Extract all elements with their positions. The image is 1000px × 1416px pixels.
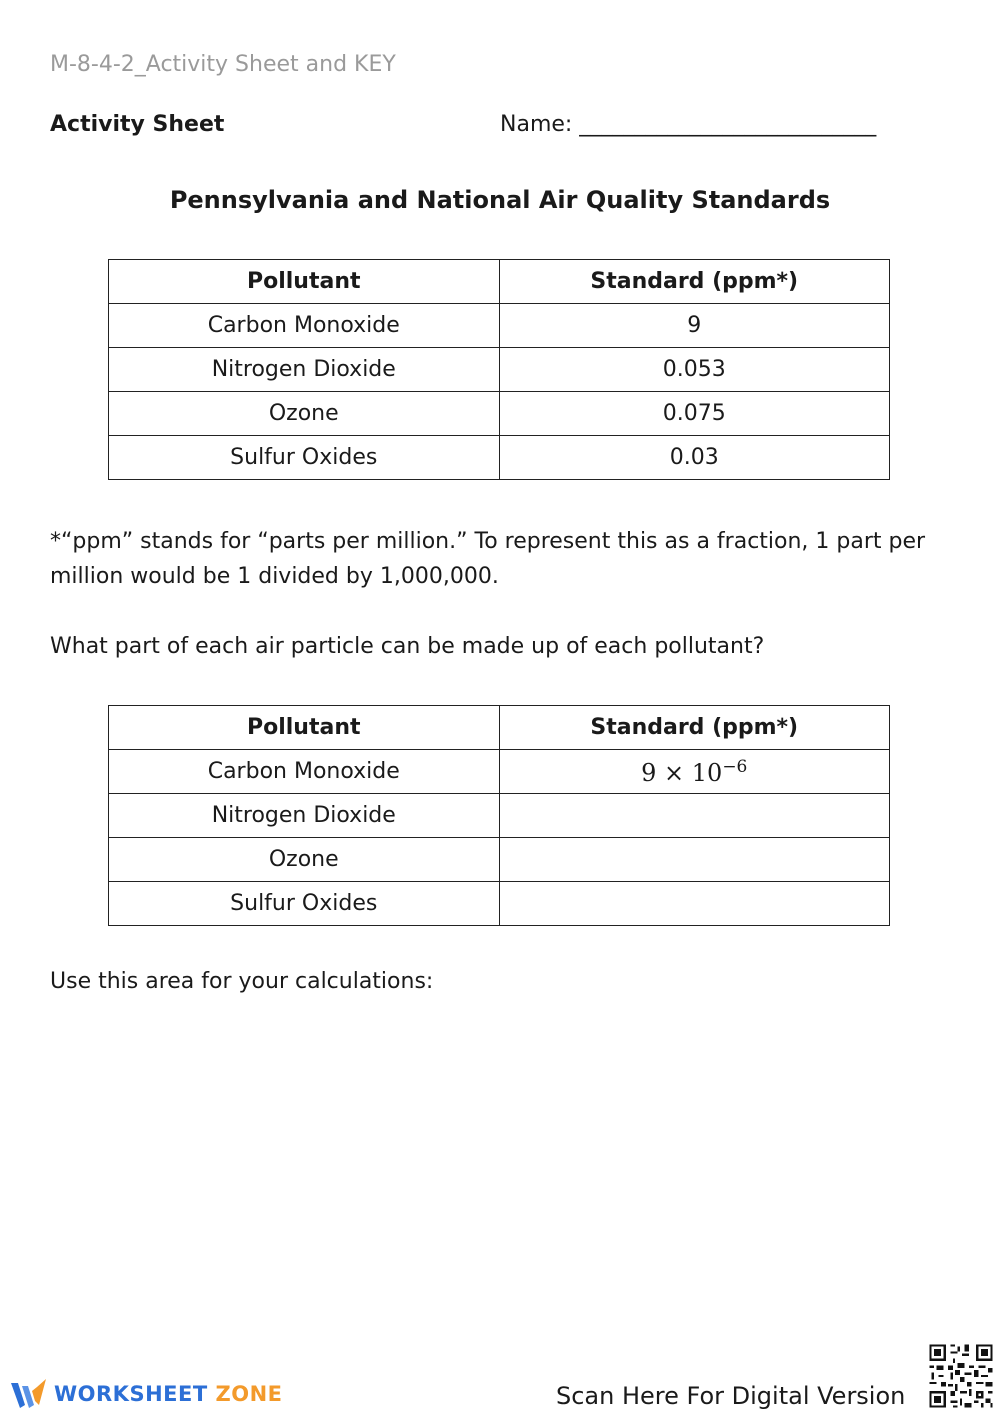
standard-cell: 0.075: [499, 392, 890, 436]
pollutant-cell: Sulfur Oxides: [109, 436, 500, 480]
table-row: [109, 750, 890, 794]
answer-math: [641, 756, 748, 787]
table-row: [109, 794, 890, 838]
table-header-row: [109, 260, 890, 304]
worksheetzone-logo-icon: [10, 1377, 48, 1411]
column-header-standard: Standard (ppm*): [499, 260, 890, 304]
logo-text-worksheet: WORKSHEET: [54, 1382, 208, 1406]
column-header-standard: Standard (ppm*): [499, 706, 890, 750]
table-row: [109, 838, 890, 882]
standard-cell: 0.053: [499, 348, 890, 392]
answer-cell[interactable]: [499, 750, 890, 794]
answer-cell[interactable]: [499, 838, 890, 882]
table-row: [109, 392, 890, 436]
logo-text: [54, 1382, 283, 1406]
ppm-footnote: *“ppm” stands for “parts per million.” To represent this as a fraction, 1 part per million would be 1 divided by 1,000,000.: [50, 529, 926, 589]
pollutant-cell: Carbon Monoxide: [109, 750, 500, 794]
pollutant-cell: Ozone: [109, 392, 500, 436]
answer-exponent: −6: [722, 756, 748, 777]
page-title: Pennsylvania and National Air Quality Standards: [169, 186, 831, 214]
pollutant-cell: Carbon Monoxide: [109, 304, 500, 348]
name-field[interactable]: Name: ___________________________: [500, 112, 877, 137]
pollutant-cell: Ozone: [109, 838, 500, 882]
standard-cell: 9: [499, 304, 890, 348]
worksheetzone-logo[interactable]: [10, 1377, 283, 1411]
calculation-prompt: Use this area for your calculations:: [50, 969, 434, 994]
answer-table: [108, 705, 890, 926]
table-row: [109, 304, 890, 348]
standard-cell: 0.03: [499, 436, 890, 480]
document-id: M-8-4-2_Activity Sheet and KEY: [50, 52, 396, 77]
table-row: [109, 436, 890, 480]
table-row: [109, 882, 890, 926]
table-row: [109, 348, 890, 392]
sheet-label: Activity Sheet: [50, 112, 225, 137]
column-header-pollutant: Pollutant: [109, 260, 500, 304]
question-text: What part of each air particle can be made up of each pollutant?: [50, 634, 765, 659]
logo-text-zone: ZONE: [215, 1382, 283, 1406]
pollutant-cell: Nitrogen Dioxide: [109, 794, 500, 838]
answer-cell[interactable]: [499, 882, 890, 926]
pollutant-cell: Sulfur Oxides: [109, 882, 500, 926]
pollutant-cell: Nitrogen Dioxide: [109, 348, 500, 392]
answer-base: 9 × 10: [641, 758, 723, 787]
answer-cell[interactable]: [499, 794, 890, 838]
table-header-row: [109, 706, 890, 750]
column-header-pollutant: Pollutant: [109, 706, 500, 750]
qr-code-icon[interactable]: [927, 1342, 995, 1410]
scan-prompt: Scan Here For Digital Version: [556, 1382, 906, 1410]
standards-table: [108, 259, 890, 480]
